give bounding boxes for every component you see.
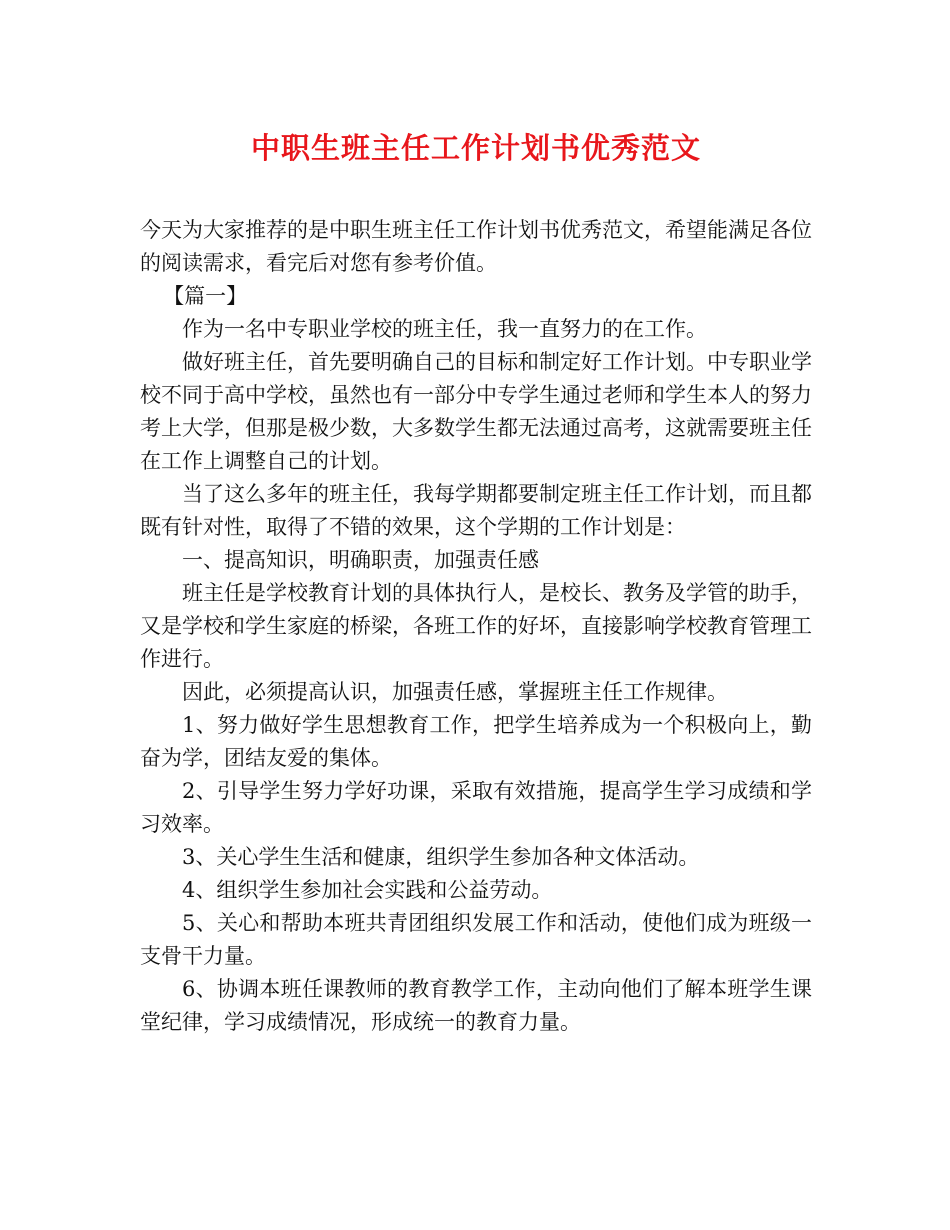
list-item-paragraph: 1、努力做好学生思想教育工作，把学生培养成为一个积极向上，勤奋为学，团结友爱的集体。 [140,713,812,770]
body-paragraph: 作为一名中专职业学校的班主任，我一直努力的在工作。 [182,317,707,341]
intro-paragraph: 今天为大家推荐的是中职生班主任工作计划书优秀范文，希望能满足各位的阅读需求，看完后对您有参考价值。 [140,218,812,275]
section-heading-part-one: 【篇一】 [163,284,248,308]
list-item-paragraph: 5、关心和帮助本班共青团组织发展工作和活动，使他们成为班级一支骨干力量。 [140,911,812,968]
body-paragraph: 班主任是学校教育计划的具体执行人，是校长、教务及学管的助手，又是学校和学生家庭的桥梁，各班工作的好坏，直接影响学校教育管理工作进行。 [140,581,812,671]
subheading-paragraph: 一、提高知识，明确职责，加强责任感 [182,548,539,572]
body-paragraph: 做好班主任，首先要明确自己的目标和制定好工作计划。中专职业学校不同于高中学校，虽然也有一部分中专学生通过老师和学生本人的努力考上大学，但那是极少数，大多数学生都无法通过高考，这就需要班主任在工作上调整自己的计划。 [140,350,812,473]
list-item-paragraph: 4、组织学生参加社会实践和公益劳动。 [182,878,553,902]
list-item-paragraph: 6、协调本班任课教师的教育教学工作，主动向他们了解本班学生课堂纪律，学习成绩情况，形成统一的教育力量。 [140,977,812,1034]
list-item-paragraph: 3、关心学生生活和健康，组织学生参加各种文体活动。 [182,845,700,869]
list-item-paragraph: 2、引导学生努力学好功课，采取有效措施，提高学生学习成绩和学习效率。 [140,779,812,836]
body-paragraph: 当了这么多年的班主任，我每学期都要制定班主任工作计划，而且都既有针对性，取得了不错的效果，这个学期的工作计划是： [140,482,812,539]
body-paragraph: 因此，必须提高认识，加强责任感，掌握班主任工作规律。 [182,680,728,704]
document-page [140,128,812,1039]
document-title: 中职生班主任工作计划书优秀范文 [250,131,701,165]
